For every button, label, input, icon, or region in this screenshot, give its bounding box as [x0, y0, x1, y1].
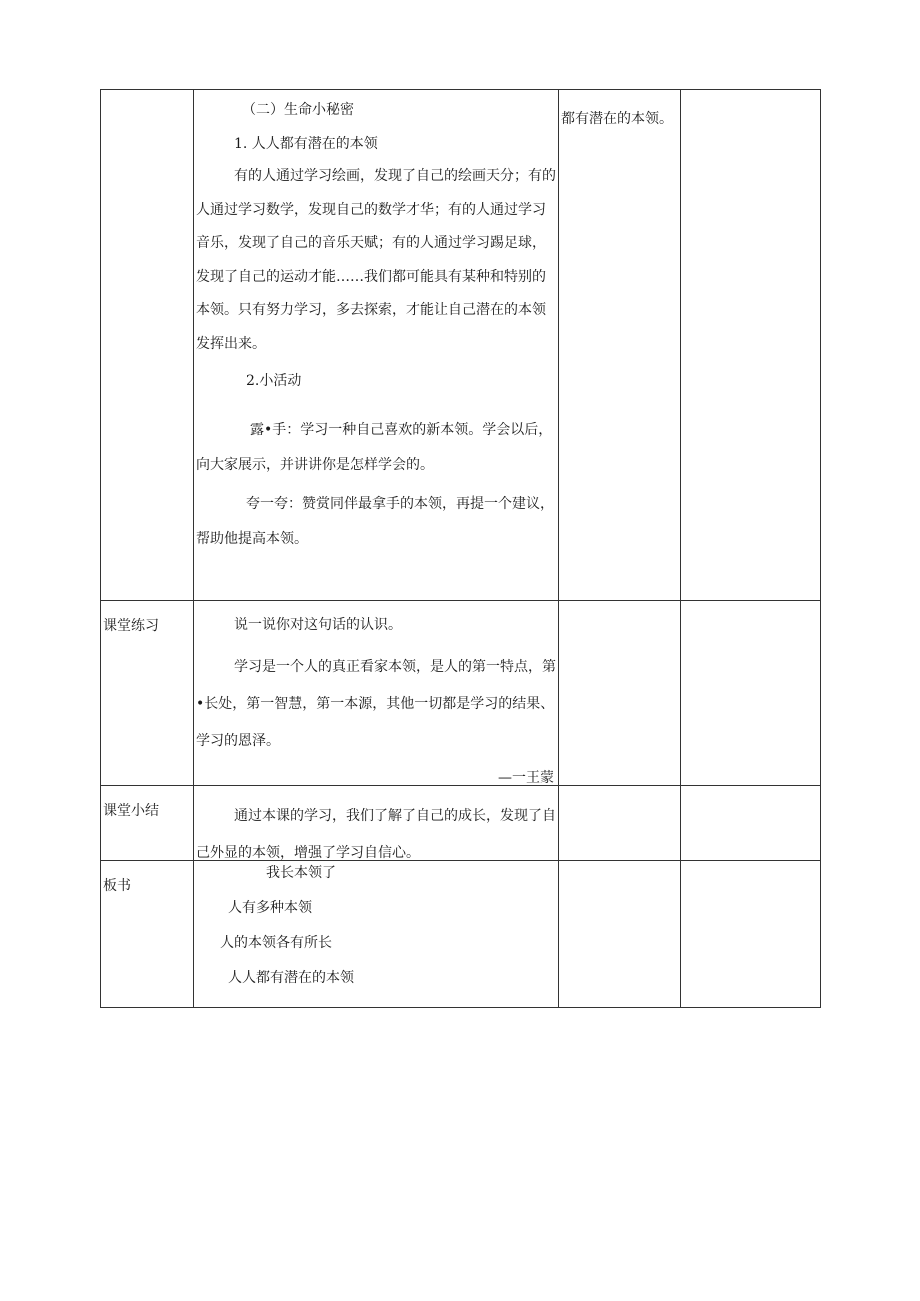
exercise-intro: 说一说你对这句话的认识。 — [234, 617, 402, 633]
empty-cell — [559, 786, 681, 861]
activity-two: 夸一夸：赞赏同伴最拿手的本领，再提一个建议，帮助他提高本领。 — [196, 496, 554, 547]
empty-cell — [559, 861, 681, 1008]
table-row — [101, 601, 821, 786]
activity-heading: 2.小活动 — [246, 373, 302, 389]
table-row — [101, 786, 821, 861]
activity-one: 露•手：学习一种自己喜欢的新本领。学会以后，向大家展示，并讲讲你是怎样学会的。 — [196, 422, 553, 473]
row-label-cell: 课堂小结 — [101, 786, 194, 861]
row-label-cell — [101, 90, 194, 601]
section-heading: （二）生命小秘密 — [242, 102, 354, 118]
empty-cell — [681, 90, 821, 601]
content-cell — [194, 601, 559, 786]
row-label-cell: 板书 — [101, 861, 194, 1008]
content-cell — [194, 861, 559, 1008]
board-title: 我长本领了 — [266, 865, 336, 881]
empty-cell — [681, 601, 821, 786]
board-line: 人人都有潜在的本领 — [228, 970, 354, 986]
body-paragraph: 有的人通过学习绘画，发现了自己的绘画天分；有的人通过学习数学，发现自己的数学才华；有的人通过学习音乐，发现了自己的音乐天赋；有的人通过学习踢足球，发现了自己的运动才能……我们都可能具有某种和特别的本领。只有努力学习，多去探索，才能让自己潜在的本领发挥出来。 — [196, 168, 556, 352]
empty-cell — [559, 601, 681, 786]
empty-cell — [681, 786, 821, 861]
table-row — [101, 861, 821, 1008]
content-cell — [194, 90, 559, 601]
summary-text: 通过本课的学习，我们了解了自己的成长，发现了自己外显的本领，增强了学习自信心。 — [196, 808, 556, 861]
lesson-plan-table — [100, 89, 821, 1008]
row-label-cell: 课堂练习 — [101, 601, 194, 786]
exercise-quote: 学习是一个人的真正看家本领，是人的第一特点，第•长处，第一智慧，第一本源，其他一切都是学习的结果、学习的恩泽。 — [196, 659, 556, 749]
sub-heading: 1. 人人都有潜在的本领 — [234, 136, 378, 152]
board-line: 人的本领各有所长 — [220, 935, 332, 951]
empty-cell — [681, 861, 821, 1008]
table-row — [101, 90, 821, 601]
note-cell: 都有潜在的本领。 — [559, 90, 681, 601]
board-line: 人有多种本领 — [228, 900, 312, 916]
content-cell — [194, 786, 559, 861]
quote-author: —一王蒙 — [498, 770, 554, 786]
